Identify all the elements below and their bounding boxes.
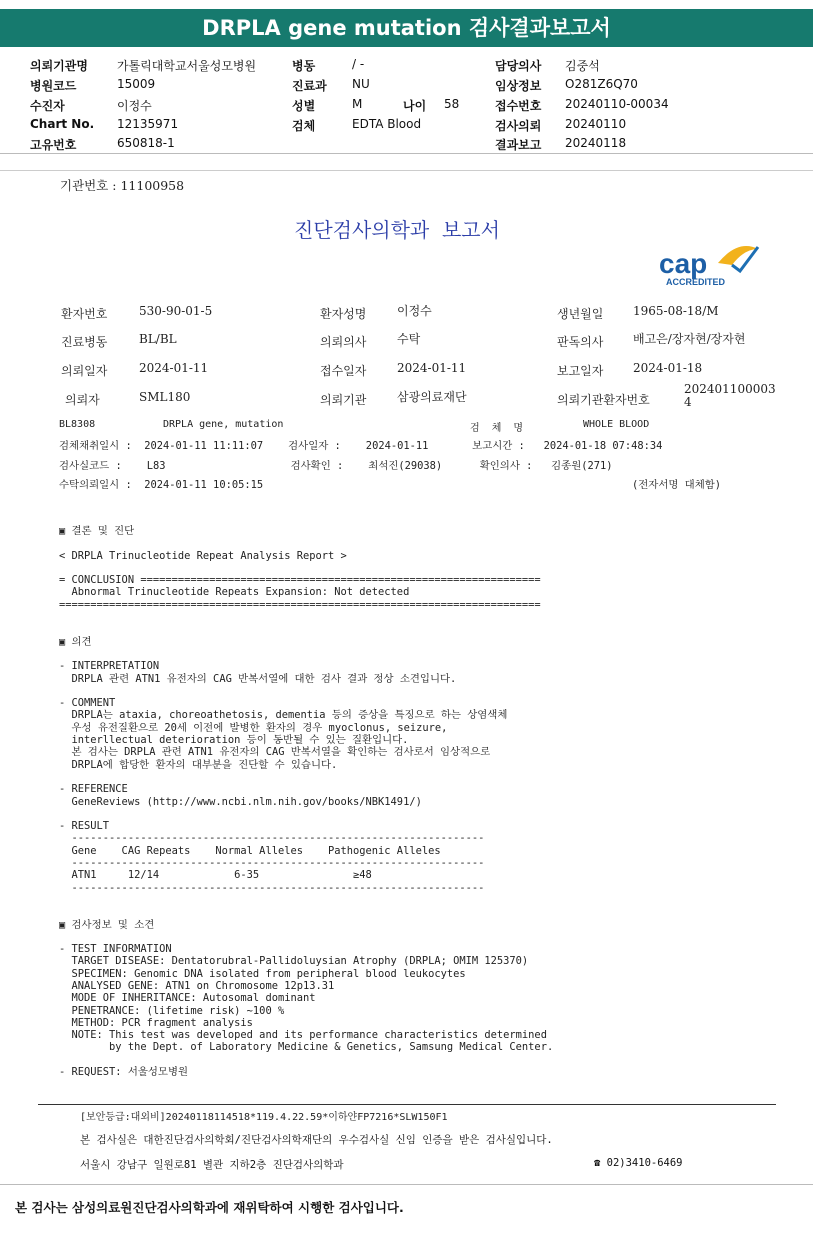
- patient-field-label: 진료병동: [61, 335, 108, 349]
- specimen-value: WHOLE BLOOD: [583, 419, 650, 430]
- patient-field-label: 의뢰일자: [61, 364, 108, 378]
- report-line: 본 검사는 DRPLA 관련 ATN1 유전자의 CAG 반복서열을 확인하는 검사로서 임상적으로: [59, 746, 491, 759]
- certification-line: 본 검사실은 대한진단검사의학회/진단검사의학재단의 우수검사실 신임 인증을 받은 검사실입니다.: [80, 1134, 553, 1146]
- patient-field-value: SML180: [139, 390, 191, 404]
- svg-text:cap: cap: [659, 248, 708, 279]
- report-line: SPECIMEN: Genomic DNA isolated from peripheral blood leukocytes: [59, 967, 466, 980]
- patient-field-label: 판독의사: [557, 335, 604, 349]
- report-line: DRPLA는 ataxia, choreoathetosis, dementia 등의 증상을 특징으로 하는 상염색체: [59, 709, 508, 722]
- header-value: 이정수: [117, 99, 152, 113]
- header-value: O281Z6Q70: [565, 77, 638, 91]
- patient-field-value: 2024-01-11: [397, 361, 467, 375]
- patient-field-label: 의뢰의사: [320, 335, 367, 349]
- header-label: 검체: [292, 119, 316, 133]
- report-line: [59, 623, 553, 635]
- header-label: 의뢰기관명: [30, 59, 88, 73]
- patient-field-value: 수탁: [397, 332, 421, 346]
- patient-field-value: BL/BL: [139, 332, 177, 346]
- test-row-lab: 검사실코드 : L83 검사확인 : 최석진(29038) 확인의사 : 김종원(271): [59, 460, 613, 472]
- report-line: PENETRANCE: (lifetime risk) ~100 %: [59, 1004, 285, 1017]
- header-value: 가톨릭대학교서울성모병원: [117, 59, 257, 73]
- header-value: 20240110-00034: [565, 97, 669, 111]
- patient-field-value: 이정수: [397, 304, 432, 318]
- patient-field-label: 의뢰자: [65, 393, 100, 407]
- report-line: < DRPLA Trinucleotide Repeat Analysis Report >: [59, 549, 347, 562]
- report-line: - INTERPRETATION: [59, 660, 160, 673]
- report-line: GeneReviews (http://www.ncbi.nlm.nih.gov/books/NBK1491/): [59, 795, 422, 808]
- header-divider: [0, 153, 813, 154]
- report-line: [59, 906, 553, 918]
- header-value: M: [352, 97, 363, 111]
- report-line: TARGET DISEASE: Dentatorubral-Pallidoluysian Atrophy (DRPLA; OMIM 125370): [59, 955, 529, 968]
- report-line: [59, 611, 553, 623]
- patient-field-value: 2024-01-11: [139, 361, 209, 375]
- report-line: ATN1 12/14 6-35 ≥48: [59, 869, 372, 882]
- specimen-label: 검 체 명: [470, 423, 524, 434]
- patient-field-value: 202401100003 4: [684, 382, 776, 409]
- test-code: BL8308: [59, 419, 96, 430]
- report-line: - REQUEST: 서울성모병원: [59, 1066, 189, 1079]
- report-line: ------------------------------------------------------------------: [59, 857, 485, 870]
- patient-field-label: 생년월일: [557, 307, 604, 321]
- header-value: NU: [352, 77, 370, 91]
- patient-field-value: 배고은/장자현/장자현: [633, 332, 746, 346]
- report-line: [59, 771, 553, 783]
- header-value: 20240110: [565, 117, 627, 131]
- patient-field-label: 의뢰기관환자번호: [557, 393, 650, 407]
- report-banner-title: DRPLA gene mutation 검사결과보고서: [0, 9, 813, 47]
- report-line: [59, 931, 553, 943]
- report-line: interllectual deterioration 등이 동반될 수 있는 질환입니다.: [59, 734, 409, 747]
- svg-text:ACCREDITED: ACCREDITED: [666, 277, 726, 287]
- header-label: 결과보고: [495, 138, 542, 152]
- report-line: [59, 894, 553, 906]
- report-line: by the Dept. of Laboratory Medicine & Genetics, Samsung Medical Center.: [59, 1041, 554, 1054]
- age-value: 58: [444, 97, 460, 111]
- header-value: 20240118: [565, 136, 627, 150]
- report-line: - TEST INFORMATION: [59, 943, 172, 956]
- report-line: - REFERENCE: [59, 783, 128, 796]
- report-line: MODE OF INHERITANCE: Autosomal dominant: [59, 992, 316, 1005]
- patient-field-value: 1965-08-18/M: [633, 304, 719, 318]
- report-body: [59, 525, 553, 1078]
- report-line: [59, 648, 553, 660]
- patient-field-value: 삼광의료재단: [397, 390, 467, 404]
- report-line: DRPLA 관련 ATN1 유전자의 CAG 반복서열에 대한 검사 결과 정상 소견입니다.: [59, 672, 457, 685]
- lab-address: 서울시 강남구 일원로81 별관 지하2층 진단검사의학과: [80, 1159, 344, 1171]
- header-label: 임상정보: [495, 79, 542, 93]
- security-line: [보안등급:대외비]20240118114518*119.4.22.59*이하얀FP7216*SLW150F1: [80, 1112, 448, 1123]
- patient-field-value: 2024-01-18: [633, 361, 703, 375]
- report-line: 우성 유전질환으로 20세 이전에 발병한 환자의 경우 myoclonus, seizure,: [59, 721, 448, 734]
- header-label: 검사의뢰: [495, 119, 542, 133]
- header-label: 담당의사: [495, 59, 542, 73]
- report-line: = CONCLUSION ================================================================: [59, 574, 541, 587]
- report-line: METHOD: PCR fragment analysis: [59, 1016, 253, 1029]
- report-line: Gene CAG Repeats Normal Alleles Pathogenic Alleles: [59, 844, 441, 857]
- report-line: ▣ 의견: [59, 635, 92, 648]
- header-value: 650818-1: [117, 136, 175, 150]
- report-line: =============================================================================: [59, 598, 541, 611]
- report-title: 진단검사의학과 보고서: [294, 218, 500, 242]
- patient-field-label: 환자성명: [320, 307, 367, 321]
- report-line: [59, 562, 553, 574]
- report-line: ANALYSED GENE: ATN1 on Chromosome 12p13.31: [59, 979, 335, 992]
- header-value: / -: [352, 57, 365, 71]
- report-line: NOTE: This test was developed and its performance characteristics determined: [59, 1029, 547, 1042]
- patient-field-value: 530-90-01-5: [139, 304, 213, 318]
- header-value: 김중석: [565, 59, 600, 73]
- report-line: - RESULT: [59, 820, 110, 833]
- header-label: Chart No.: [30, 117, 95, 131]
- outsourcing-note: 본 검사는 삼성의료원진단검사의학과에 재위탁하여 시행한 검사입니다.: [15, 1200, 404, 1215]
- test-row-collection: 검체채취일시 : 2024-01-11 11:11:07 검사일자 : 2024-01-11 보고시간 : 2024-01-18 07:48:34: [59, 440, 663, 452]
- report-line: Abnormal Trinucleotide Repeats Expansion: Not detected: [59, 586, 410, 599]
- header-label: 병원코드: [30, 79, 77, 93]
- report-line: [59, 685, 553, 697]
- test-row-request: 수탁의뢰일시 : 2024-01-11 10:05:15: [59, 479, 264, 491]
- patient-field-label: 접수일자: [320, 364, 367, 378]
- age-label: 나이: [403, 99, 427, 113]
- report-line: - COMMENT: [59, 697, 116, 710]
- header-label: 접수번호: [495, 99, 542, 113]
- header-label: 고유번호: [30, 138, 77, 152]
- report-line: [59, 808, 553, 820]
- header-value: EDTA Blood: [352, 117, 422, 131]
- institution-number: 기관번호 : 11100958: [60, 178, 185, 193]
- report-frame-top: [0, 170, 813, 171]
- report-line: ------------------------------------------------------------------: [59, 832, 485, 845]
- header-label: 병동: [292, 59, 316, 73]
- report-line: [59, 537, 553, 549]
- cap-accredited-logo: [648, 222, 758, 287]
- header-label: 진료과: [292, 79, 327, 93]
- patient-field-label: 환자번호: [61, 307, 108, 321]
- report-line: ▣ 검사정보 및 소견: [59, 918, 155, 931]
- report-line: DRPLA에 합당한 환자의 대부분을 진단할 수 있습니다.: [59, 758, 338, 771]
- report-line: [59, 1054, 553, 1066]
- report-line: ------------------------------------------------------------------: [59, 881, 485, 894]
- header-label: 수진자: [30, 99, 65, 113]
- header-label: 성별: [292, 99, 316, 113]
- footer-divider: [38, 1104, 776, 1105]
- lab-phone: ☎ 02)3410-6469: [594, 1157, 683, 1169]
- report-line: ▣ 결론 및 진단: [59, 525, 135, 537]
- patient-field-label: 의뢰기관: [320, 393, 367, 407]
- header-value: 15009: [117, 77, 156, 91]
- electronic-signature-note: (전자서명 대체함): [632, 479, 722, 491]
- patient-field-label: 보고일자: [557, 364, 604, 378]
- bottom-divider: [0, 1184, 813, 1185]
- test-name: DRPLA gene, mutation: [163, 419, 284, 430]
- header-value: 12135971: [117, 117, 179, 131]
